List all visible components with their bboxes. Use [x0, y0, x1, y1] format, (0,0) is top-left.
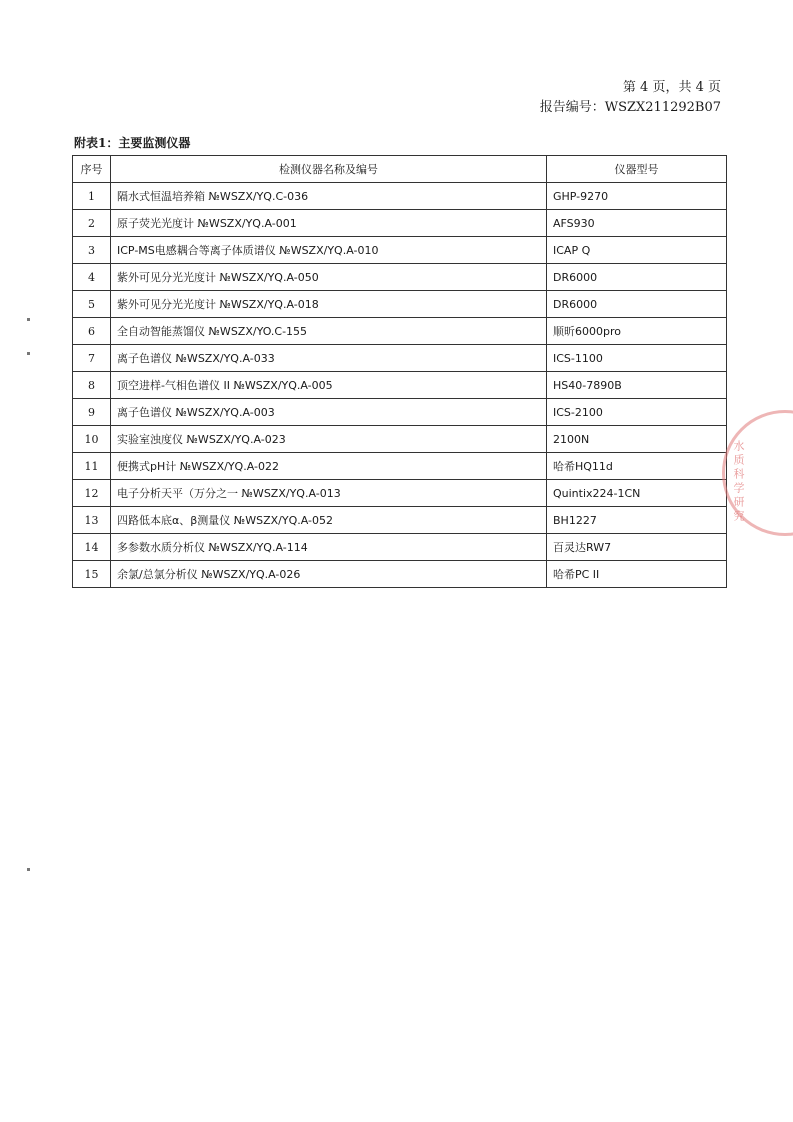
table-row [73, 507, 727, 534]
table-row [73, 264, 727, 291]
model-cell: 顺昕6000pro [547, 318, 727, 345]
serial-cell: 5 [73, 291, 111, 318]
model-cell: AFS930 [547, 210, 727, 237]
table-row [73, 210, 727, 237]
instrument-name-cell: 顶空进样-气相色谱仪 II №WSZX/YQ.A-005 [111, 372, 547, 399]
table-row [73, 534, 727, 561]
serial-cell: 7 [73, 345, 111, 372]
instrument-name-cell: 离子色谱仪 №WSZX/YQ.A-003 [111, 399, 547, 426]
seal-text: 水质科学研究 [732, 440, 745, 524]
page-number: 第 4 页，共 4 页 [622, 80, 721, 95]
instrument-name-cell: 余氯/总氯分析仪 №WSZX/YQ.A-026 [111, 561, 547, 588]
instrument-name-cell: 便携式pH计 №WSZX/YQ.A-022 [111, 453, 547, 480]
header-serial: 序号 [73, 156, 111, 183]
instrument-name-cell: 四路低本底α、β测量仪 №WSZX/YQ.A-052 [111, 507, 547, 534]
table-row [73, 426, 727, 453]
table-caption: 附表1：主要监测仪器 [74, 136, 191, 150]
model-cell: 哈希HQ11d [547, 453, 727, 480]
model-cell: 哈希PC II [547, 561, 727, 588]
model-cell: 2100N [547, 426, 727, 453]
table-row [73, 183, 727, 210]
serial-cell: 6 [73, 318, 111, 345]
instrument-name-cell: 隔水式恒温培养箱 №WSZX/YQ.C-036 [111, 183, 547, 210]
serial-cell: 13 [73, 507, 111, 534]
header-model: 仪器型号 [547, 156, 727, 183]
model-cell: 百灵达RW7 [547, 534, 727, 561]
serial-cell: 10 [73, 426, 111, 453]
instrument-name-cell: 离子色谱仪 №WSZX/YQ.A-033 [111, 345, 547, 372]
model-cell: Quintix224-1CN [547, 480, 727, 507]
serial-cell: 11 [73, 453, 111, 480]
table-row [73, 372, 727, 399]
instrument-name-cell: ICP-MS电感耦合等离子体质谱仪 №WSZX/YQ.A-010 [111, 237, 547, 264]
instrument-name-cell: 全自动智能蒸馏仪 №WSZX/YO.C-155 [111, 318, 547, 345]
table-row [73, 453, 727, 480]
scan-mark [27, 352, 30, 355]
instrument-table [72, 155, 727, 588]
model-cell: ICAP Q [547, 237, 727, 264]
table-row [73, 561, 727, 588]
scan-mark [27, 318, 30, 321]
instrument-name-cell: 紫外可见分光光度计 №WSZX/YQ.A-018 [111, 291, 547, 318]
serial-cell: 14 [73, 534, 111, 561]
table-header-row [73, 156, 727, 183]
table-row [73, 345, 727, 372]
table-row [73, 318, 727, 345]
serial-cell: 3 [73, 237, 111, 264]
header-instrument-name: 检测仪器名称及编号 [111, 156, 547, 183]
table-row [73, 237, 727, 264]
instrument-name-cell: 实验室浊度仪 №WSZX/YQ.A-023 [111, 426, 547, 453]
model-cell: DR6000 [547, 264, 727, 291]
instrument-name-cell: 多参数水质分析仪 №WSZX/YQ.A-114 [111, 534, 547, 561]
model-cell: ICS-2100 [547, 399, 727, 426]
instrument-name-cell: 原子荧光光度计 №WSZX/YQ.A-001 [111, 210, 547, 237]
serial-cell: 12 [73, 480, 111, 507]
instrument-name-cell: 紫外可见分光光度计 №WSZX/YQ.A-050 [111, 264, 547, 291]
report-number: 报告编号：WSZX211292B07 [539, 100, 721, 115]
serial-cell: 4 [73, 264, 111, 291]
model-cell: BH1227 [547, 507, 727, 534]
table-row [73, 399, 727, 426]
serial-cell: 8 [73, 372, 111, 399]
serial-cell: 1 [73, 183, 111, 210]
page-header [540, 78, 721, 118]
serial-cell: 2 [73, 210, 111, 237]
model-cell: GHP-9270 [547, 183, 727, 210]
model-cell: ICS-1100 [547, 345, 727, 372]
serial-cell: 9 [73, 399, 111, 426]
model-cell: HS40-7890B [547, 372, 727, 399]
scan-mark [27, 868, 30, 871]
instrument-name-cell: 电子分析天平（万分之一 №WSZX/YQ.A-013 [111, 480, 547, 507]
serial-cell: 15 [73, 561, 111, 588]
table-row [73, 291, 727, 318]
table-row [73, 480, 727, 507]
model-cell: DR6000 [547, 291, 727, 318]
